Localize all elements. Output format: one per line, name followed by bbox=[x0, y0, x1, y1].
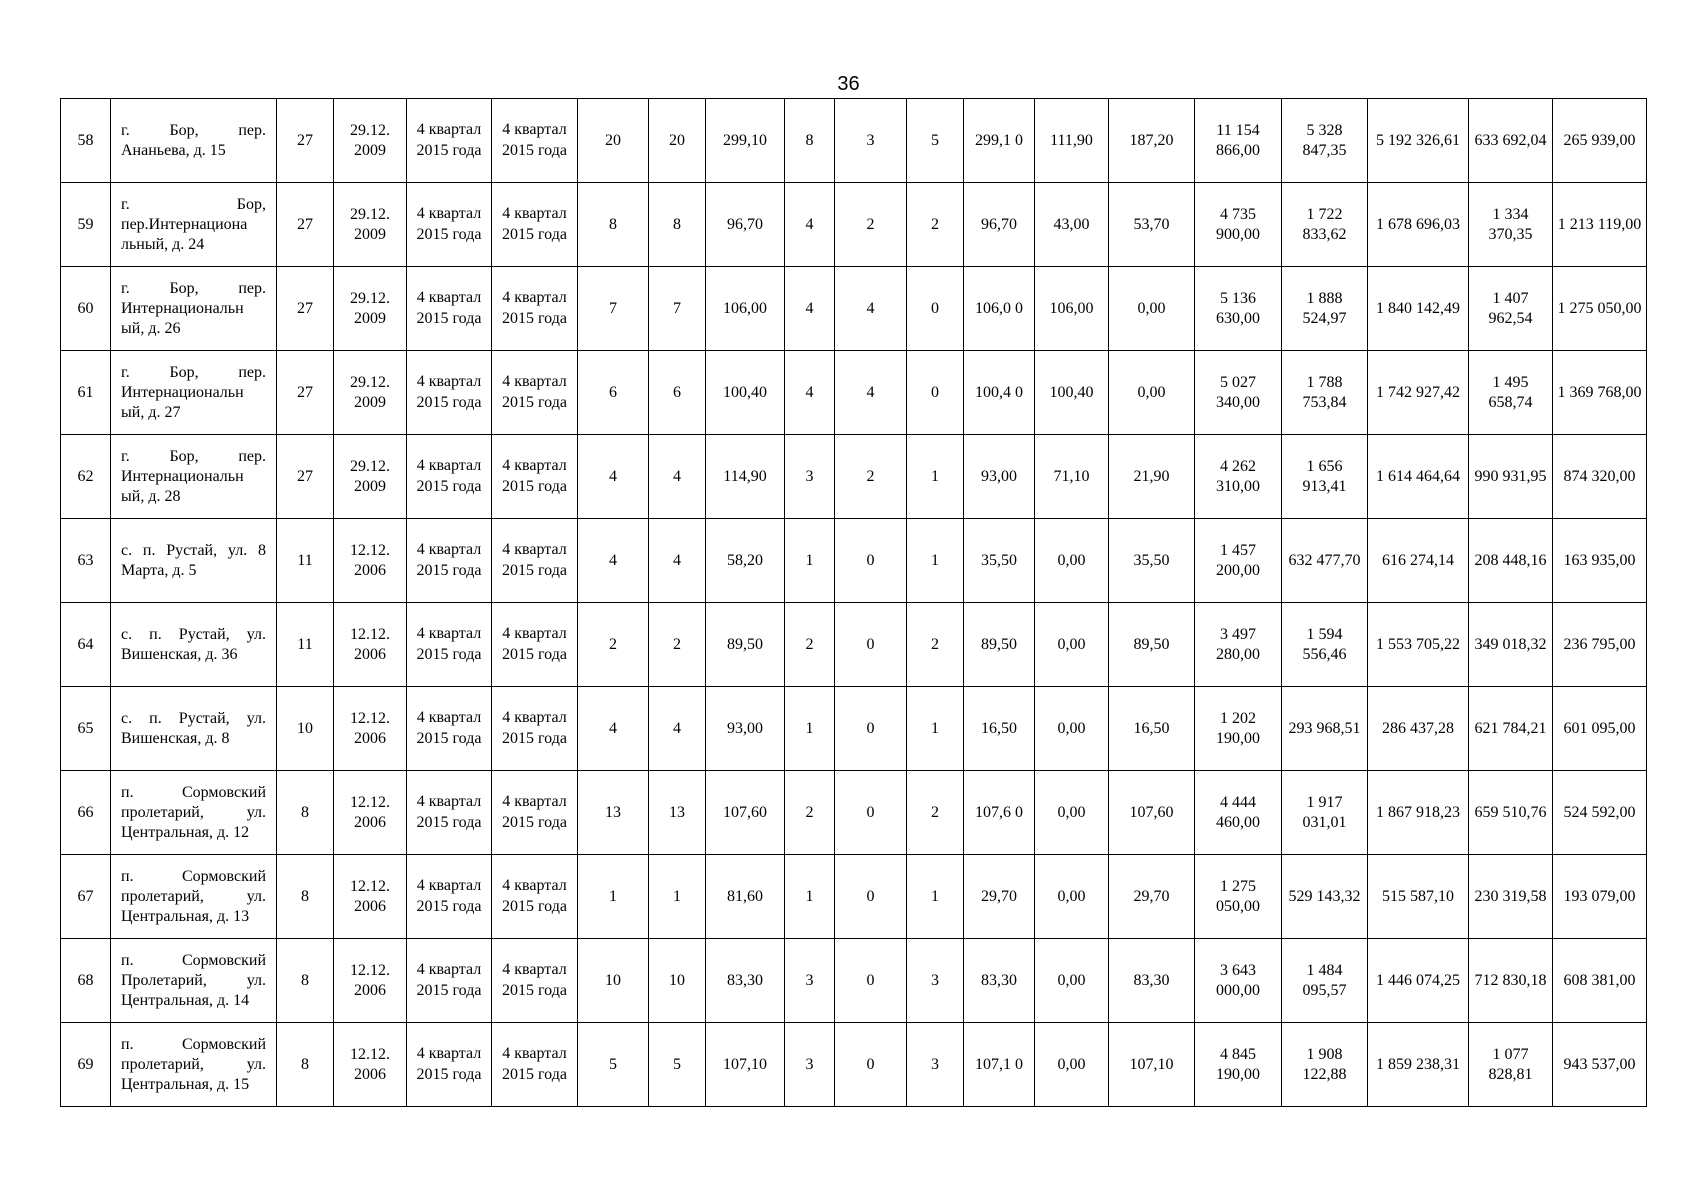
row-number: 60 bbox=[61, 267, 111, 351]
amount-cell: 1 888 524,97 bbox=[1282, 267, 1368, 351]
area-cell: 16,50 bbox=[1109, 687, 1195, 771]
row-number: 63 bbox=[61, 519, 111, 603]
area-cell: 111,90 bbox=[1035, 99, 1109, 183]
amount-cell: 208 448,16 bbox=[1469, 519, 1553, 603]
amount-cell: 1 614 464,64 bbox=[1368, 435, 1469, 519]
amount-cell: 1 553 705,22 bbox=[1368, 603, 1469, 687]
area-cell: 107,1 0 bbox=[964, 1023, 1035, 1107]
date-cell: 29.12. 2009 bbox=[334, 435, 407, 519]
value-cell: 0 bbox=[835, 771, 907, 855]
amount-cell: 874 320,00 bbox=[1553, 435, 1647, 519]
count-cell: 27 bbox=[277, 99, 334, 183]
date-cell: 29.12. 2009 bbox=[334, 183, 407, 267]
page-number: 36 bbox=[837, 73, 860, 95]
value-cell: 20 bbox=[649, 99, 706, 183]
amount-cell: 230 319,58 bbox=[1469, 855, 1553, 939]
area-cell: 93,00 bbox=[964, 435, 1035, 519]
amount-cell: 11 154 866,00 bbox=[1195, 99, 1282, 183]
row-number: 65 bbox=[61, 687, 111, 771]
row-number: 64 bbox=[61, 603, 111, 687]
quarter-start-cell: 4 квартал 2015 года bbox=[407, 183, 492, 267]
amount-cell: 1 742 927,42 bbox=[1368, 351, 1469, 435]
address: г. Бор, пер.Интернациона льный, д. 24 bbox=[111, 183, 277, 267]
row-number: 58 bbox=[61, 99, 111, 183]
date-cell: 12.12. 2006 bbox=[334, 771, 407, 855]
value-cell: 4 bbox=[649, 687, 706, 771]
value-cell: 3 bbox=[785, 1023, 835, 1107]
area-cell: 35,50 bbox=[964, 519, 1035, 603]
table-row bbox=[61, 267, 1647, 351]
amount-cell: 1 484 095,57 bbox=[1282, 939, 1368, 1023]
quarter-start-cell: 4 квартал 2015 года bbox=[407, 267, 492, 351]
amount-cell: 1 202 190,00 bbox=[1195, 687, 1282, 771]
area-cell: 114,90 bbox=[706, 435, 785, 519]
value-cell: 1 bbox=[907, 687, 964, 771]
amount-cell: 1 275 050,00 bbox=[1553, 267, 1647, 351]
amount-cell: 236 795,00 bbox=[1553, 603, 1647, 687]
value-cell: 3 bbox=[907, 1023, 964, 1107]
count-cell: 27 bbox=[277, 183, 334, 267]
quarter-end-cell: 4 квартал 2015 года bbox=[492, 1023, 578, 1107]
area-cell: 89,50 bbox=[706, 603, 785, 687]
amount-cell: 659 510,76 bbox=[1469, 771, 1553, 855]
date-cell: 12.12. 2006 bbox=[334, 603, 407, 687]
area-cell: 299,10 bbox=[706, 99, 785, 183]
value-cell: 1 bbox=[649, 855, 706, 939]
quarter-start-cell: 4 квартал 2015 года bbox=[407, 939, 492, 1023]
area-cell: 43,00 bbox=[1035, 183, 1109, 267]
table-row bbox=[61, 603, 1647, 687]
quarter-end-cell: 4 квартал 2015 года bbox=[492, 939, 578, 1023]
table-body bbox=[61, 99, 1647, 1107]
quarter-end-cell: 4 квартал 2015 года bbox=[492, 183, 578, 267]
area-cell: 93,00 bbox=[706, 687, 785, 771]
table-row bbox=[61, 687, 1647, 771]
quarter-start-cell: 4 квартал 2015 года bbox=[407, 1023, 492, 1107]
amount-cell: 5 328 847,35 bbox=[1282, 99, 1368, 183]
count-cell: 27 bbox=[277, 351, 334, 435]
area-cell: 83,30 bbox=[706, 939, 785, 1023]
value-cell: 10 bbox=[649, 939, 706, 1023]
amount-cell: 1 407 962,54 bbox=[1469, 267, 1553, 351]
amount-cell: 5 136 630,00 bbox=[1195, 267, 1282, 351]
value-cell: 4 bbox=[649, 435, 706, 519]
value-cell: 5 bbox=[578, 1023, 649, 1107]
amount-cell: 349 018,32 bbox=[1469, 603, 1553, 687]
amount-cell: 1 788 753,84 bbox=[1282, 351, 1368, 435]
quarter-end-cell: 4 квартал 2015 года bbox=[492, 603, 578, 687]
row-number: 68 bbox=[61, 939, 111, 1023]
area-cell: 96,70 bbox=[706, 183, 785, 267]
area-cell: 0,00 bbox=[1035, 603, 1109, 687]
amount-cell: 4 444 460,00 bbox=[1195, 771, 1282, 855]
value-cell: 5 bbox=[907, 99, 964, 183]
area-cell: 0,00 bbox=[1035, 771, 1109, 855]
amount-cell: 1 917 031,01 bbox=[1282, 771, 1368, 855]
quarter-end-cell: 4 квартал 2015 года bbox=[492, 267, 578, 351]
amount-cell: 286 437,28 bbox=[1368, 687, 1469, 771]
value-cell: 2 bbox=[835, 183, 907, 267]
amount-cell: 293 968,51 bbox=[1282, 687, 1368, 771]
address: г. Бор, пер. Интернациональн ый, д. 27 bbox=[111, 351, 277, 435]
date-cell: 12.12. 2006 bbox=[334, 1023, 407, 1107]
quarter-start-cell: 4 квартал 2015 года bbox=[407, 687, 492, 771]
amount-cell: 633 692,04 bbox=[1469, 99, 1553, 183]
area-cell: 107,6 0 bbox=[964, 771, 1035, 855]
amount-cell: 1 446 074,25 bbox=[1368, 939, 1469, 1023]
value-cell: 4 bbox=[785, 183, 835, 267]
quarter-end-cell: 4 квартал 2015 года bbox=[492, 435, 578, 519]
area-cell: 100,40 bbox=[706, 351, 785, 435]
quarter-end-cell: 4 квартал 2015 года bbox=[492, 855, 578, 939]
value-cell: 2 bbox=[907, 771, 964, 855]
value-cell: 7 bbox=[578, 267, 649, 351]
area-cell: 29,70 bbox=[1109, 855, 1195, 939]
row-number: 59 bbox=[61, 183, 111, 267]
row-number: 67 bbox=[61, 855, 111, 939]
date-cell: 29.12. 2009 bbox=[334, 267, 407, 351]
value-cell: 4 bbox=[785, 267, 835, 351]
value-cell: 7 bbox=[649, 267, 706, 351]
amount-cell: 1 859 238,31 bbox=[1368, 1023, 1469, 1107]
amount-cell: 990 931,95 bbox=[1469, 435, 1553, 519]
value-cell: 4 bbox=[649, 519, 706, 603]
value-cell: 4 bbox=[578, 435, 649, 519]
value-cell: 8 bbox=[578, 183, 649, 267]
address: с. п. Рустай, ул. 8 Марта, д. 5 bbox=[111, 519, 277, 603]
value-cell: 0 bbox=[835, 939, 907, 1023]
area-cell: 35,50 bbox=[1109, 519, 1195, 603]
address: с. п. Рустай, ул. Вишенская, д. 36 bbox=[111, 603, 277, 687]
quarter-end-cell: 4 квартал 2015 года bbox=[492, 519, 578, 603]
amount-cell: 1 369 768,00 bbox=[1553, 351, 1647, 435]
quarter-end-cell: 4 квартал 2015 года bbox=[492, 687, 578, 771]
table-row bbox=[61, 519, 1647, 603]
area-cell: 0,00 bbox=[1035, 519, 1109, 603]
amount-cell: 4 262 310,00 bbox=[1195, 435, 1282, 519]
value-cell: 5 bbox=[649, 1023, 706, 1107]
amount-cell: 1 908 122,88 bbox=[1282, 1023, 1368, 1107]
area-cell: 106,00 bbox=[706, 267, 785, 351]
value-cell: 8 bbox=[649, 183, 706, 267]
amount-cell: 163 935,00 bbox=[1553, 519, 1647, 603]
quarter-end-cell: 4 квартал 2015 года bbox=[492, 771, 578, 855]
address: г. Бор, пер. Интернациональн ый, д. 26 bbox=[111, 267, 277, 351]
amount-cell: 712 830,18 bbox=[1469, 939, 1553, 1023]
value-cell: 1 bbox=[785, 687, 835, 771]
count-cell: 8 bbox=[277, 771, 334, 855]
date-cell: 12.12. 2006 bbox=[334, 687, 407, 771]
count-cell: 11 bbox=[277, 519, 334, 603]
amount-cell: 943 537,00 bbox=[1553, 1023, 1647, 1107]
area-cell: 16,50 bbox=[964, 687, 1035, 771]
amount-cell: 608 381,00 bbox=[1553, 939, 1647, 1023]
amount-cell: 1 840 142,49 bbox=[1368, 267, 1469, 351]
address: п. Сормовский пролетарий, ул. Центральная, д. 15 bbox=[111, 1023, 277, 1107]
area-cell: 89,50 bbox=[1109, 603, 1195, 687]
area-cell: 107,10 bbox=[706, 1023, 785, 1107]
value-cell: 0 bbox=[835, 855, 907, 939]
area-cell: 299,1 0 bbox=[964, 99, 1035, 183]
value-cell: 6 bbox=[649, 351, 706, 435]
value-cell: 8 bbox=[785, 99, 835, 183]
area-cell: 96,70 bbox=[964, 183, 1035, 267]
count-cell: 27 bbox=[277, 435, 334, 519]
amount-cell: 1 678 696,03 bbox=[1368, 183, 1469, 267]
value-cell: 2 bbox=[785, 771, 835, 855]
area-cell: 106,00 bbox=[1035, 267, 1109, 351]
amount-cell: 601 095,00 bbox=[1553, 687, 1647, 771]
count-cell: 11 bbox=[277, 603, 334, 687]
amount-cell: 1 495 658,74 bbox=[1469, 351, 1553, 435]
amount-cell: 1 457 200,00 bbox=[1195, 519, 1282, 603]
area-cell: 107,60 bbox=[1109, 771, 1195, 855]
amount-cell: 3 497 280,00 bbox=[1195, 603, 1282, 687]
count-cell: 10 bbox=[277, 687, 334, 771]
value-cell: 10 bbox=[578, 939, 649, 1023]
amount-cell: 632 477,70 bbox=[1282, 519, 1368, 603]
value-cell: 13 bbox=[578, 771, 649, 855]
area-cell: 29,70 bbox=[964, 855, 1035, 939]
value-cell: 2 bbox=[907, 183, 964, 267]
area-cell: 100,4 0 bbox=[964, 351, 1035, 435]
quarter-end-cell: 4 квартал 2015 года bbox=[492, 351, 578, 435]
date-cell: 12.12. 2006 bbox=[334, 519, 407, 603]
amount-cell: 4 845 190,00 bbox=[1195, 1023, 1282, 1107]
value-cell: 4 bbox=[835, 351, 907, 435]
value-cell: 0 bbox=[835, 687, 907, 771]
row-number: 69 bbox=[61, 1023, 111, 1107]
table-row bbox=[61, 1023, 1647, 1107]
amount-cell: 5 192 326,61 bbox=[1368, 99, 1469, 183]
amount-cell: 1 077 828,81 bbox=[1469, 1023, 1553, 1107]
quarter-start-cell: 4 квартал 2015 года bbox=[407, 603, 492, 687]
address: г. Бор, пер. Интернациональн ый, д. 28 bbox=[111, 435, 277, 519]
date-cell: 29.12. 2009 bbox=[334, 99, 407, 183]
value-cell: 3 bbox=[785, 939, 835, 1023]
count-cell: 27 bbox=[277, 267, 334, 351]
quarter-start-cell: 4 квартал 2015 года bbox=[407, 519, 492, 603]
value-cell: 3 bbox=[907, 939, 964, 1023]
table-row bbox=[61, 435, 1647, 519]
amount-cell: 1 656 913,41 bbox=[1282, 435, 1368, 519]
area-cell: 53,70 bbox=[1109, 183, 1195, 267]
area-cell: 83,30 bbox=[1109, 939, 1195, 1023]
date-cell: 29.12. 2009 bbox=[334, 351, 407, 435]
address: с. п. Рустай, ул. Вишенская, д. 8 bbox=[111, 687, 277, 771]
table-row bbox=[61, 771, 1647, 855]
count-cell: 8 bbox=[277, 939, 334, 1023]
amount-cell: 616 274,14 bbox=[1368, 519, 1469, 603]
area-cell: 107,60 bbox=[706, 771, 785, 855]
value-cell: 2 bbox=[907, 603, 964, 687]
value-cell: 4 bbox=[835, 267, 907, 351]
amount-cell: 1 213 119,00 bbox=[1553, 183, 1647, 267]
quarter-start-cell: 4 квартал 2015 года bbox=[407, 351, 492, 435]
value-cell: 0 bbox=[907, 267, 964, 351]
address: п. Сормовский Пролетарий, ул. Центральная, д. 14 bbox=[111, 939, 277, 1023]
table-row bbox=[61, 99, 1647, 183]
area-cell: 106,0 0 bbox=[964, 267, 1035, 351]
value-cell: 0 bbox=[907, 351, 964, 435]
value-cell: 4 bbox=[578, 519, 649, 603]
amount-cell: 5 027 340,00 bbox=[1195, 351, 1282, 435]
value-cell: 1 bbox=[907, 855, 964, 939]
amount-cell: 529 143,32 bbox=[1282, 855, 1368, 939]
area-cell: 0,00 bbox=[1035, 687, 1109, 771]
amount-cell: 1 722 833,62 bbox=[1282, 183, 1368, 267]
area-cell: 21,90 bbox=[1109, 435, 1195, 519]
amount-cell: 1 275 050,00 bbox=[1195, 855, 1282, 939]
amount-cell: 1 334 370,35 bbox=[1469, 183, 1553, 267]
date-cell: 12.12. 2006 bbox=[334, 855, 407, 939]
area-cell: 107,10 bbox=[1109, 1023, 1195, 1107]
row-number: 66 bbox=[61, 771, 111, 855]
value-cell: 1 bbox=[907, 435, 964, 519]
amount-cell: 621 784,21 bbox=[1469, 687, 1553, 771]
quarter-start-cell: 4 квартал 2015 года bbox=[407, 99, 492, 183]
area-cell: 81,60 bbox=[706, 855, 785, 939]
value-cell: 0 bbox=[835, 519, 907, 603]
value-cell: 1 bbox=[785, 855, 835, 939]
area-cell: 58,20 bbox=[706, 519, 785, 603]
value-cell: 1 bbox=[907, 519, 964, 603]
address: г. Бор, пер. Ананьева, д. 15 bbox=[111, 99, 277, 183]
quarter-start-cell: 4 квартал 2015 года bbox=[407, 435, 492, 519]
value-cell: 1 bbox=[578, 855, 649, 939]
area-cell: 89,50 bbox=[964, 603, 1035, 687]
value-cell: 3 bbox=[785, 435, 835, 519]
value-cell: 0 bbox=[835, 603, 907, 687]
table-row bbox=[61, 183, 1647, 267]
table-row bbox=[61, 855, 1647, 939]
amount-cell: 1 867 918,23 bbox=[1368, 771, 1469, 855]
value-cell: 2 bbox=[785, 603, 835, 687]
address: п. Сормовский пролетарий, ул. Центральная, д. 13 bbox=[111, 855, 277, 939]
quarter-start-cell: 4 квартал 2015 года bbox=[407, 771, 492, 855]
amount-cell: 193 079,00 bbox=[1553, 855, 1647, 939]
value-cell: 3 bbox=[835, 99, 907, 183]
value-cell: 4 bbox=[785, 351, 835, 435]
value-cell: 2 bbox=[649, 603, 706, 687]
value-cell: 0 bbox=[835, 1023, 907, 1107]
amount-cell: 1 594 556,46 bbox=[1282, 603, 1368, 687]
value-cell: 2 bbox=[835, 435, 907, 519]
address: п. Сормовский пролетарий, ул. Центральная, д. 12 bbox=[111, 771, 277, 855]
value-cell: 13 bbox=[649, 771, 706, 855]
table-row bbox=[61, 351, 1647, 435]
count-cell: 8 bbox=[277, 1023, 334, 1107]
amount-cell: 3 643 000,00 bbox=[1195, 939, 1282, 1023]
table-row bbox=[61, 939, 1647, 1023]
area-cell: 0,00 bbox=[1109, 351, 1195, 435]
area-cell: 83,30 bbox=[964, 939, 1035, 1023]
area-cell: 0,00 bbox=[1035, 1023, 1109, 1107]
area-cell: 71,10 bbox=[1035, 435, 1109, 519]
area-cell: 187,20 bbox=[1109, 99, 1195, 183]
area-cell: 0,00 bbox=[1035, 855, 1109, 939]
value-cell: 4 bbox=[578, 687, 649, 771]
amount-cell: 524 592,00 bbox=[1553, 771, 1647, 855]
row-number: 62 bbox=[61, 435, 111, 519]
value-cell: 1 bbox=[785, 519, 835, 603]
area-cell: 100,40 bbox=[1035, 351, 1109, 435]
value-cell: 2 bbox=[578, 603, 649, 687]
row-number: 61 bbox=[61, 351, 111, 435]
quarter-start-cell: 4 квартал 2015 года bbox=[407, 855, 492, 939]
value-cell: 6 bbox=[578, 351, 649, 435]
quarter-end-cell: 4 квартал 2015 года bbox=[492, 99, 578, 183]
amount-cell: 515 587,10 bbox=[1368, 855, 1469, 939]
value-cell: 20 bbox=[578, 99, 649, 183]
date-cell: 12.12. 2006 bbox=[334, 939, 407, 1023]
housing-program-table bbox=[60, 98, 1647, 1107]
area-cell: 0,00 bbox=[1109, 267, 1195, 351]
amount-cell: 4 735 900,00 bbox=[1195, 183, 1282, 267]
area-cell: 0,00 bbox=[1035, 939, 1109, 1023]
count-cell: 8 bbox=[277, 855, 334, 939]
amount-cell: 265 939,00 bbox=[1553, 99, 1647, 183]
